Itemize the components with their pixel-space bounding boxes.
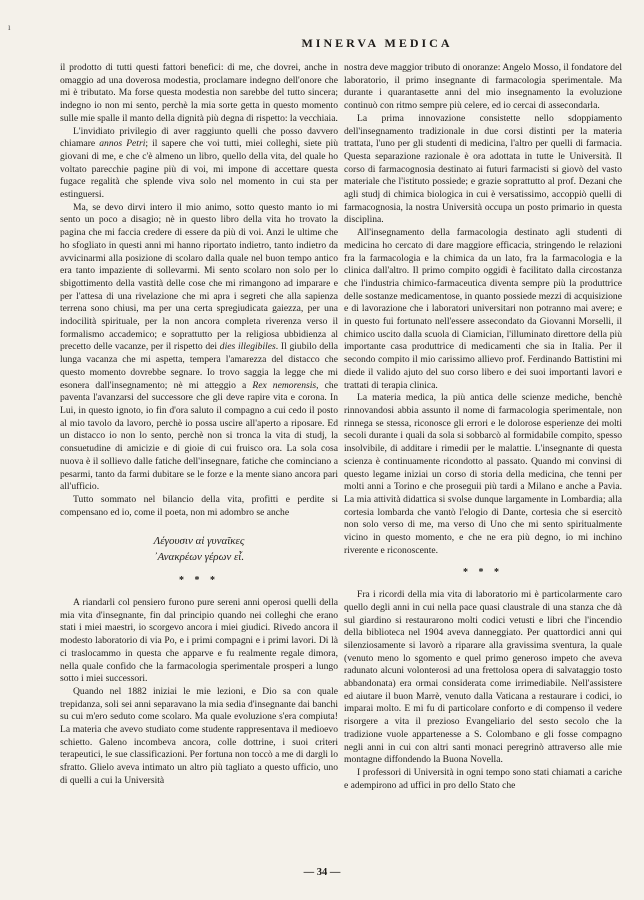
paragraph: il prodotto di tutti questi fattori benefici: di me, che dovrei, anche in omaggio ad una doverosa modestia, proclamare indegno dell'onore che mi è tributato. Ma forse questa modestia non sarebbe del tutto sincera; indegno io non mi sento, perchè la mia sorte getta in questo momento sulle mie spalle il manto della dignità più degna di rispetto: la vecchiaia. [60,62,338,124]
section-divider: * * * [179,575,219,587]
left-column [60,62,338,862]
paragraph: La prima innovazione consistette nello sdoppiamento dell'insegnamento tradizionale in due corsi distinti per la materia trattata, l'uno per gli studenti di medicina, l'altro per quelli di farmacia. Questa separazione razionale è ora adottata in tutte le Università. Il corso di farmacognosia destinato ai futuri farmacisti si giovò del vasto materiale che l'istituto possiede; e grazie soprattutto al prof. Dezani che agli studj di chimica biologica in cui è versatissimo, accoppiò quelli di farmacognosia, la nostra Università occupa un posto primario in questa disciplina. [344,112,622,226]
paragraph: I professori di Università in ogni tempo sono stati chiamati a cariche e adempirono ad uffici in pro dello Stato che [344,766,622,791]
paragraph: All'insegnamento della farmacologia destinato agli studenti di medicina ho cercato di dare maggiore efficacia, stringendo le relazioni fra la farmacologia e la chimica da un lato, fra la farmacologia e la clinica dall'altro. Il primo compito oggidì è facilitato dalla circostanza che l'industria chimico-farmaceutica diventa sempre più la produttrice delle sostanze medicamentose, in quanto possiede mezzi di acquisizione e di lavorazione che i laboratori universitari non potranno mai avere; e in questo fui fortunato nell'essere assecondato da Giovanni Morselli, il chimico uscito dalla scuola di Ciamician, l'illuminato direttore della più importante casa produttrice di medicamenti che sia in Italia. Per il secondo compito il mio carissimo allievo prof. Ferdinando Battistini mi diede il valido ajuto del suo corso libero e dei suoi importanti lavori e trattati di terapia clinica. [344,227,622,391]
paragraph: Tutto sommato nel bilancio della vita, profitti e perdite si compensano ed io, come il poeta, non mi adombro se anche [60,493,338,518]
page-number: — 34 — [303,867,341,878]
running-head: MINERVA MEDICA [301,36,453,50]
paragraph: nostra deve maggior tributo di onoranze: Angelo Mosso, il fondatore del laboratorio, il primo insegnante di farmacologia sperimentale. Ma durante i quarantasette anni del mio insegnamento la evoluzione continuò con ritmo sempre più celere, ed io cercai di assecondarla. [344,62,622,112]
section-divider: * * * [463,567,503,579]
greek-quotation [60,533,338,565]
right-column [344,62,622,862]
greek-line: ᾿Ανακρέων γέρων εἶ. [153,551,245,564]
paragraph: L'invidiato privilegio di aver raggiunto quelli che posso davvero chiamare annos Petri; il sapere che voi tutti, miei colleghi, siete più giovani di me, e che c'è almeno un libro, quello della vita, del quale ho voltato parecchie pagine più di voi, mi impone di accettare questa fugace regalità che splende viva solo nel momento in cui sta per estinguersi. [60,125,338,201]
paragraph: Quando nel 1882 iniziai le mie lezioni, e Dio sa con quale trepidanza, soli sei anni separavano la mia sedia d'insegnante dai banchi su cui m'ero seduto come scolaro. Ma quale evoluzione s'era compiuta! La materia che avevo studiato come studente rappresentava il medioevo schietto. Galeno incombeva ancora, colle dottrine, i suoi criteri terapeutici, le sue classificazioni. Per fortuna non toccò a me di dargli lo sfratto. Glielo aveva intimato un altro più tagliato a questo ufficio, uno di quelli a cui la Università [60,685,338,786]
greek-line: Λέγουσιν αἱ γυναῖκες [153,535,245,548]
margin-mark: ı [8,22,11,32]
paragraph: Fra i ricordi della mia vita di laboratorio mi è particolarmente caro quello degli anni in cui nella pace quasi claustrale di una stanza che dà sul giardino si restaurarono molti codici vetusti e libri che l'incendio della biblioteca nel 1904 aveva danneggiato. Per quattordici anni qui silenziosamente si lavorò a riparare alla gravissima sventura, la quale (venuto meno lo sgomento e quel primo generoso impeto che aveva radunato alcuni volonterosi ad una frettolosa opera di salvataggio tosto abbandonata) era ormai considerata come irrimediabile. Nell'assistere ed aiutare il buon Marrè, venuto dalla Vaticana a restaurare i codici, io imparai molto. E mi fu di particolare conforto e di compenso il vedere risorgere a vita il prezioso Evangeliario del sesto secolo che la tradizione vuole appartenesse a S. Colombano e gli fosse compagno negli anni in cui con altri santi monaci peregrinò attraverso alle mie montagne diffondendo la Buona Novella. [344,589,622,766]
paragraph: A riandarli col pensiero furono pure sereni anni operosi quelli della mia vita d'insegnante, fin dal principio quando nei colleghi che erano stati i miei maestri, io scorgevo ancora i miei giudici. Rivedo ancora il modesto laboratorio di via Po, e i primi compagni e i primi lavori. Di là ci traslocammo in questa che apparve e fu realmente regale dimora, nella quale confido che la farmacologia sperimentale prosperi a lungo sotto i miei successori. [60,597,338,685]
paragraph: Ma, se devo dirvi intero il mio animo, sotto questo manto io mi sento un poco a disagio; nè in questo libro della vita ho trovato la pagina che mi faccia credere di essere da più di voi. Anzi le ultime che ho sfogliato in questi anni mi hanno riportato indietro, tanto indietro da avvicinarmi alla posizione di scolaro dalla quale nel buon tempo antico era tanto impaziente di sollevarmi. Mi sento scolaro non solo per lo sbigottimento della vastità delle cose che mi rimangono ad imparare e per l'attesa di una rivelazione che mi apra i segreti che alla sapienza terrena sono chiusi, ma per una certa spregiudicata gaiezza, per una indocilità spirituale, per la non ancora completa riverenza verso il formalismo accademico; e soprattutto per la religiosa ubbidienza al precetto delle vacanze, per il rispetto dei dies illegibiles. Il giubilo della lunga vacanza che mi aspetta, tempera l'amarezza del distacco che questo momento dovrebbe segnare. Io trovo saggia la legge che mi esonera dall'insegnamento; nè mi atteggio a Rex nemorensis, che paventa l'avanzarsi del successore che gli deve rapire vita e corona. In Lui, in questo ignoto, io fin d'ora saluto il compagno a cui cedo il posto al mio tavolo da lavoro, perchè io possa uscire all'aperto a riposare. Ed un distacco io non lo sento, perchè non si tronca la vita di studj, la consuetudine di amicizie e di gioie di cui fruisco ora. La sola cosa nuova è il sollievo dalle fatiche dell'insegnare, fatiche che cominciano a pesarmi, tanto da farmi dubitare se le forze e la mente siano ancora pari all'ufficio. [60,201,338,493]
paragraph: La materia medica, la più antica delle scienze mediche, benchè rinnovandosi abbia assunto il nome di farmacologia sperimentale, non rinnega se stessa, riconosce gli errori e le dolorose esperienze dei molti secoli durante i quali da sola si sobbarcò al formidabile compito, spesso insolvibile, di additare i rimedii per le malattie. L'insegnante di questa scienza è continuamente ricondotto al passato. Quando mi convinsi di questo legame iniziai un corso di storia della medicina, che tenni per molti anni a Torino e che proseguii più tardi a Milano e anche a Pavia. La mia attività didattica si svolse dunque largamente in Lombardia; alla cortesia lombarda che vantò l'elogio di Dante, cortesia che si esercitò non solo verso di me, ma verso di Uno che mi sento spiritualmente vicino in questo momento, e che ne era più degno, io mi inchino riverente e riconoscente. [344,392,622,556]
